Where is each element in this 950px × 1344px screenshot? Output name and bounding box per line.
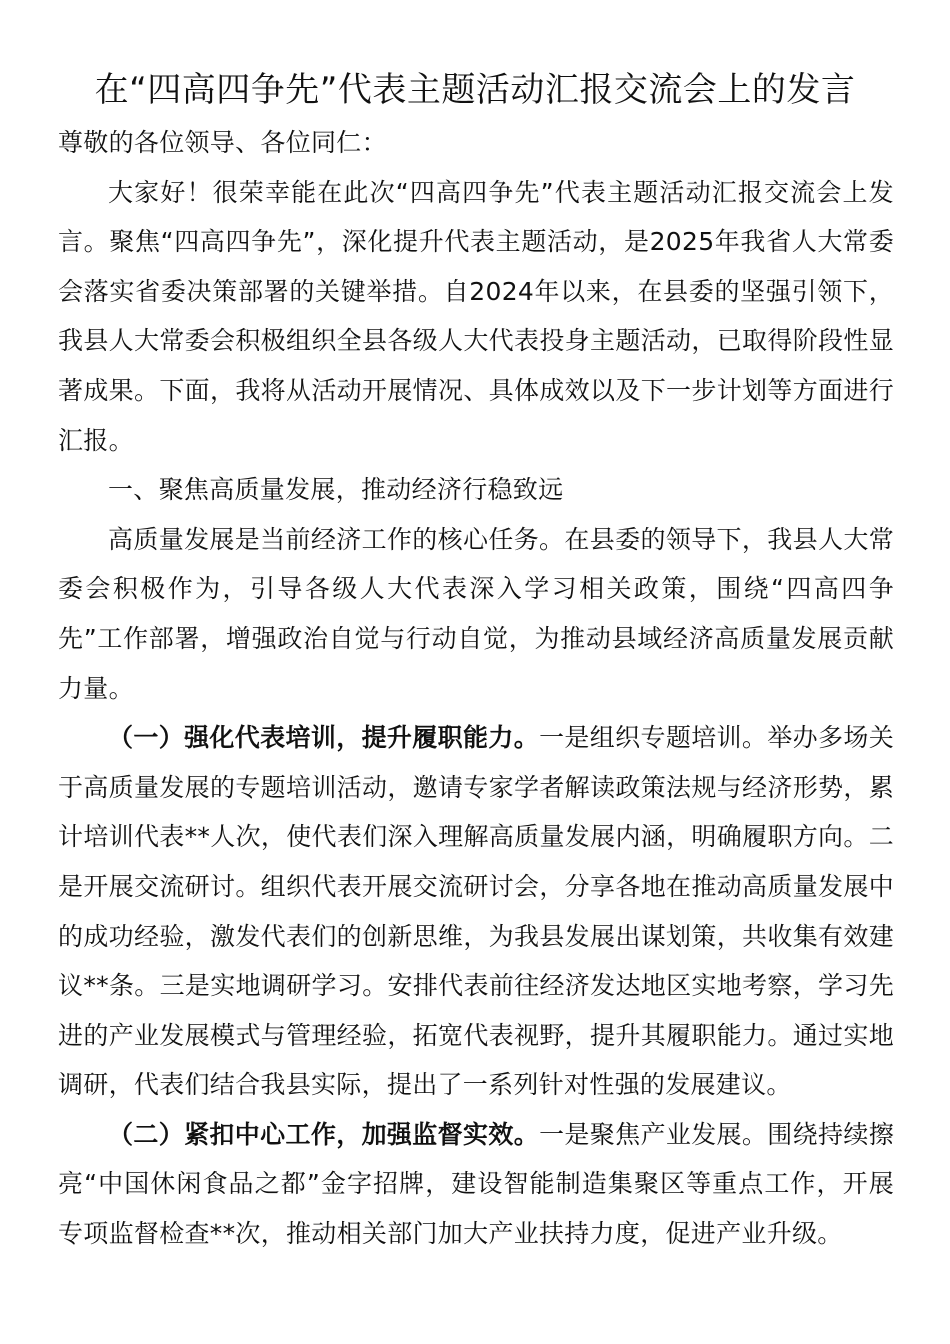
salutation: 尊敬的各位领导、各位同仁： <box>58 128 387 157</box>
subsection-1-body: 一是组织专题培训。举办多场关于高质量发展的专题培训活动，邀请专家学者解读政策法规与经济形势，累计培训代表**人次，使代表们深入理解高质量发展内涵，明确履职方向。二是开展交流研讨。组织代表开展交流研讨会，分享各地在推动高质量发展中的成功经验，激发代表们的创新思维，为我县发展出谋划策，共收集有效建议**条。三是实地调研学习。安排代表前往经济发达地区实地考察，学习先进的产业发展模式与管理经验，拓宽代表视野，提升其履职能力。通过实地调研，代表们结合我县实际，提出了一系列针对性强的发展建议。 <box>58 723 894 1100</box>
subsection-1-paragraph <box>58 713 894 1110</box>
document-body <box>58 118 894 1259</box>
section-1-paragraph: 高质量发展是当前经济工作的核心任务。在县委的领导下，我县人大常委会积极作为，引导各级人大代表深入学习相关政策，围绕“四高四争先”工作部署，增强政治自觉与行动自觉，为推动县域经济高质量发展贡献力量。 <box>58 524 894 703</box>
subsection-2-body: 一是聚焦产业发展。围绕持续擦亮“中国休闲食品之都”金字招牌，建设智能制造集聚区等重点工作，开展专项监督检查**次，推动相关部门加大产业扶持力度，促进产业升级。 <box>58 1119 894 1249</box>
document-title: 在“四高四争先”代表主题活动汇报交流会上的发言 <box>94 70 856 110</box>
intro-paragraph: 大家好！很荣幸能在此次“四高四争先”代表主题活动汇报交流会上发言。聚焦“四高四争先”，深化提升代表主题活动，是2025年我省人大常委会落实省委决策部署的关键举措。自2024年以来，在县委的坚强引领下，我县人大常委会积极组织全县各级人大代表投身主题活动，已取得阶段性显著成果。下面，我将从活动开展情况、具体成效以及下一步计划等方面进行汇报。 <box>58 177 894 455</box>
subsection-2-heading: （二）紧扣中心工作，加强监督实效。 <box>108 1119 540 1149</box>
section-1-heading: 一、聚焦高质量发展，推动经济行稳致远 <box>108 475 564 505</box>
subsection-2-paragraph <box>58 1110 894 1259</box>
subsection-1-heading: （一）强化代表培训，提升履职能力。 <box>108 723 540 753</box>
